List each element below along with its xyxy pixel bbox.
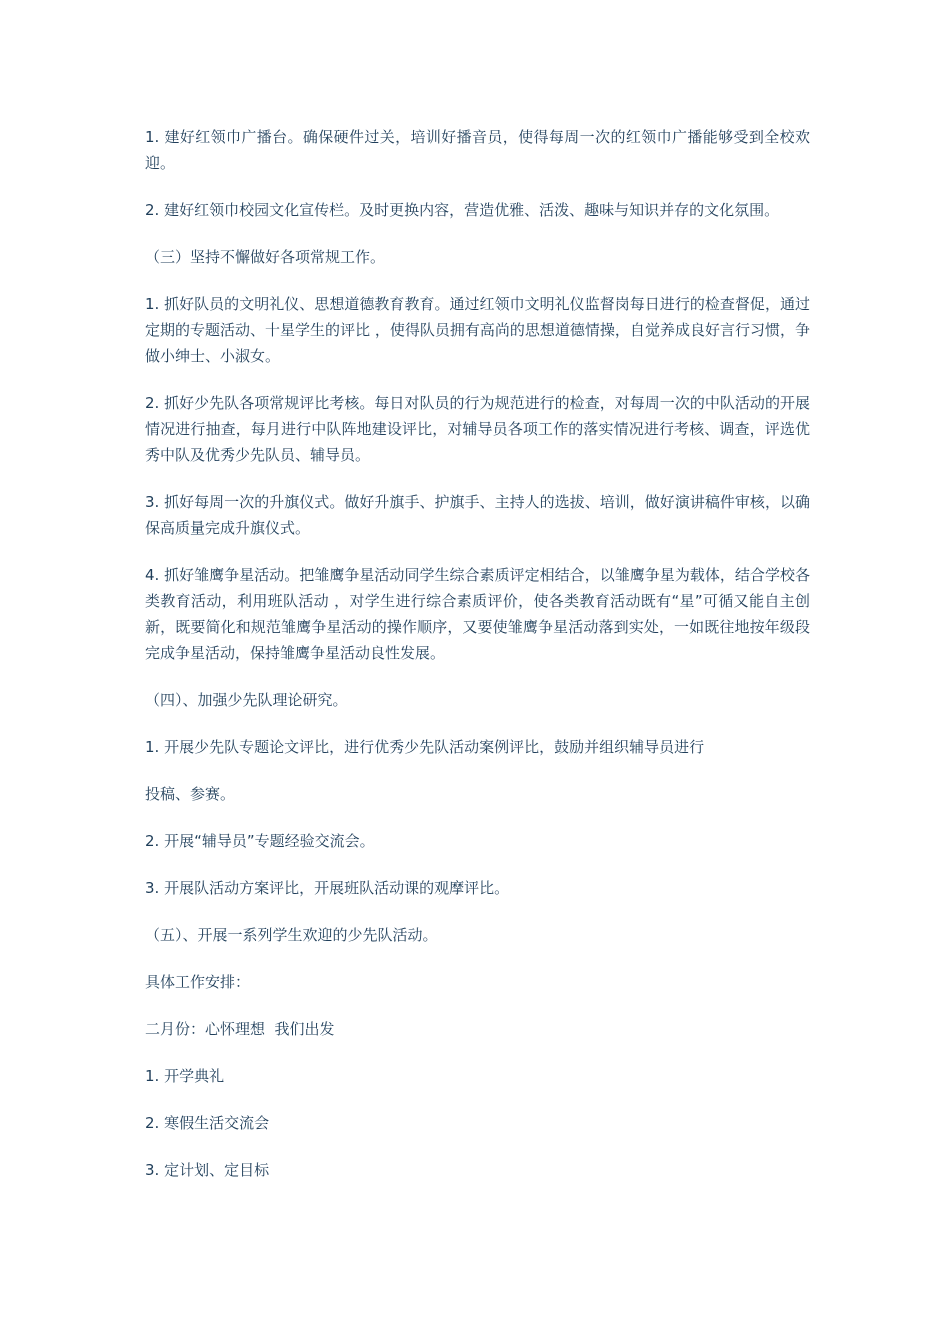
list-item: 2. 寒假生活交流会 — [145, 1114, 270, 1132]
paragraph-evaluation: 2. 抓好少先队各项常规评比考核。每日对队员的行为规范进行的检查，对每周一次的中队活动的开展情况进行抽查，每月进行中队阵地建设评比，对辅导员各项工作的落实情况进行考核、调查，评选优秀中队及优秀少先队员、辅导员。 — [145, 394, 810, 464]
section-heading-4: （四）、加强少先队理论研究。 — [145, 691, 348, 709]
paragraph-plan-review: 3. 开展队活动方案评比，开展班队活动课的观摩评比。 — [145, 879, 510, 897]
paragraph-submission: 投稿、参赛。 — [145, 785, 236, 803]
paragraph-broadcast: 1. 建好红领巾广播台。确保硬件过关，培训好播音员，使得每周一次的红领巾广播能够受到全校欢迎。 — [145, 128, 810, 172]
month-heading-february: 二月份：心怀理想 我们出发 — [145, 1020, 335, 1038]
paragraph-eagle-star: 4. 抓好雏鹰争星活动。把雏鹰争星活动同学生综合素质评定相结合，以雏鹰争星为载体，结合学校各类教育活动，利用班队活动 ，对学生进行综合素质评价，使各类教育活动既有“星”可循又能自主创新，既要简化和规范雏鹰争星活动的操作顺序，又要使雏鹰争星活动落到实处，一如既往地按年级段完成争星活动，保持雏鹰争星活动良性发展。 — [145, 566, 810, 662]
document-body — [145, 124, 810, 1204]
schedule-heading: 具体工作安排： — [145, 973, 251, 991]
paragraph-exchange: 2. 开展“辅导员”专题经验交流会。 — [145, 832, 375, 850]
paragraph-etiquette: 1. 抓好队员的文明礼仪、思想道德教育教育。通过红领巾文明礼仪监督岗每日进行的检查督促，通过定期的专题活动、十星学生的评比 ，使得队员拥有高尚的思想道德情操，自觉养成良好言行习惯，争做小绅士、小淑女。 — [145, 295, 810, 365]
paragraph-thesis: 1. 开展少先队专题论文评比，进行优秀少先队活动案例评比，鼓励并组织辅导员进行 — [145, 738, 705, 756]
section-heading-3: （三）坚持不懈做好各项常规工作。 — [145, 248, 386, 266]
list-item: 3. 定计划、定目标 — [145, 1161, 270, 1179]
paragraph-bulletin: 2. 建好红领巾校园文化宣传栏。及时更换内容，营造优雅、活泼、趣味与知识并存的文化氛围。 — [145, 201, 780, 219]
list-item: 1. 开学典礼 — [145, 1067, 225, 1085]
section-heading-5: （五）、开展一系列学生欢迎的少先队活动。 — [145, 926, 438, 944]
paragraph-flag-ceremony: 3. 抓好每周一次的升旗仪式。做好升旗手、护旗手、主持人的选拔、培训，做好演讲稿件审核，以确保高质量完成升旗仪式。 — [145, 493, 810, 537]
